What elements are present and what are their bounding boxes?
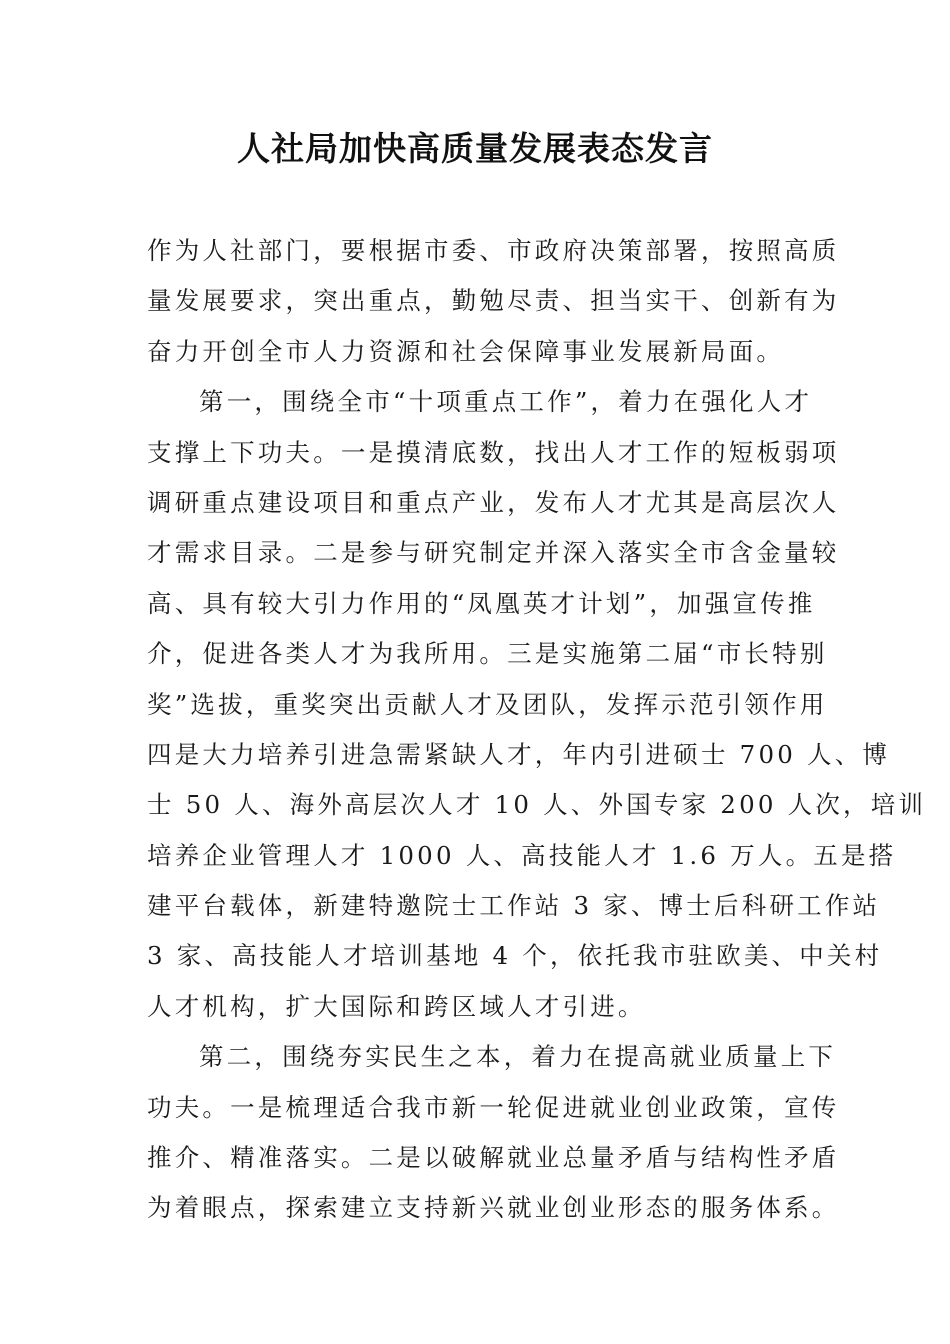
text-line: 奋力开创全市人力资源和社会保障事业发展新局面。 — [147, 336, 785, 366]
text-line: 功夫。一是梳理适合我市新一轮促进就业创业政策，宣传 — [147, 1092, 840, 1122]
text-line: 第一，围绕全市“十项重点工作”，着力在强化人才 — [199, 387, 813, 417]
text-line: 调研重点建设项目和重点产业，发布人才尤其是高层次人 — [147, 487, 840, 517]
text-line: 培养企业管理人才 1000 人、高技能人才 1.6 万人。五是搭 — [147, 840, 897, 870]
text-line: 介，促进各类人才为我所用。三是实施第二届“市长特别 — [147, 639, 828, 669]
document-title: 人社局加快高质量发展表态发言 — [237, 129, 713, 168]
text-line: 第二，围绕夯实民生之本，着力在提高就业质量上下 — [199, 1042, 837, 1072]
text-line: 支撑上下功夫。一是摸清底数，找出人才工作的短板弱项 — [147, 437, 840, 467]
paragraph-talent — [147, 377, 927, 1032]
text-line: 为着眼点，探索建立支持新兴就业创业形态的服务体系。 — [147, 1193, 840, 1223]
document-body — [147, 226, 927, 1234]
text-line: 四是大力培养引进急需紧缺人才，年内引进硕士 700 人、博 — [147, 739, 891, 769]
text-line: 高、具有较大引力作用的“凤凰英才计划”，加强宣传推 — [147, 588, 816, 618]
text-line: 作为人社部门，要根据市委、市政府决策部署，按照高质 — [147, 236, 840, 265]
text-line: 才需求目录。二是参与研究制定并深入落实全市含金量较 — [147, 538, 840, 568]
paragraph-employment — [147, 1032, 840, 1234]
text-line: 量发展要求，突出重点，勤勉尽责、担当实干、创新有为 — [147, 286, 840, 316]
text-line: 推介、精准落实。二是以破解就业总量矛盾与结构性矛盾 — [147, 1143, 840, 1173]
text-line: 士 50 人、海外高层次人才 10 人、外国专家 200 人次，培训 — [147, 790, 927, 820]
text-line: 奖”选拔，重奖突出贡献人才及团队，发挥示范引领作用 — [147, 689, 828, 719]
paragraph-intro — [147, 226, 840, 377]
text-line: 3 家、高技能人才培训基地 4 个，依托我市驻欧美、中关村 — [147, 941, 883, 971]
text-line: 建平台载体，新建特邀院士工作站 3 家、博士后科研工作站 — [147, 891, 881, 921]
text-line: 人才机构，扩大国际和跨区域人才引进。 — [147, 991, 646, 1021]
